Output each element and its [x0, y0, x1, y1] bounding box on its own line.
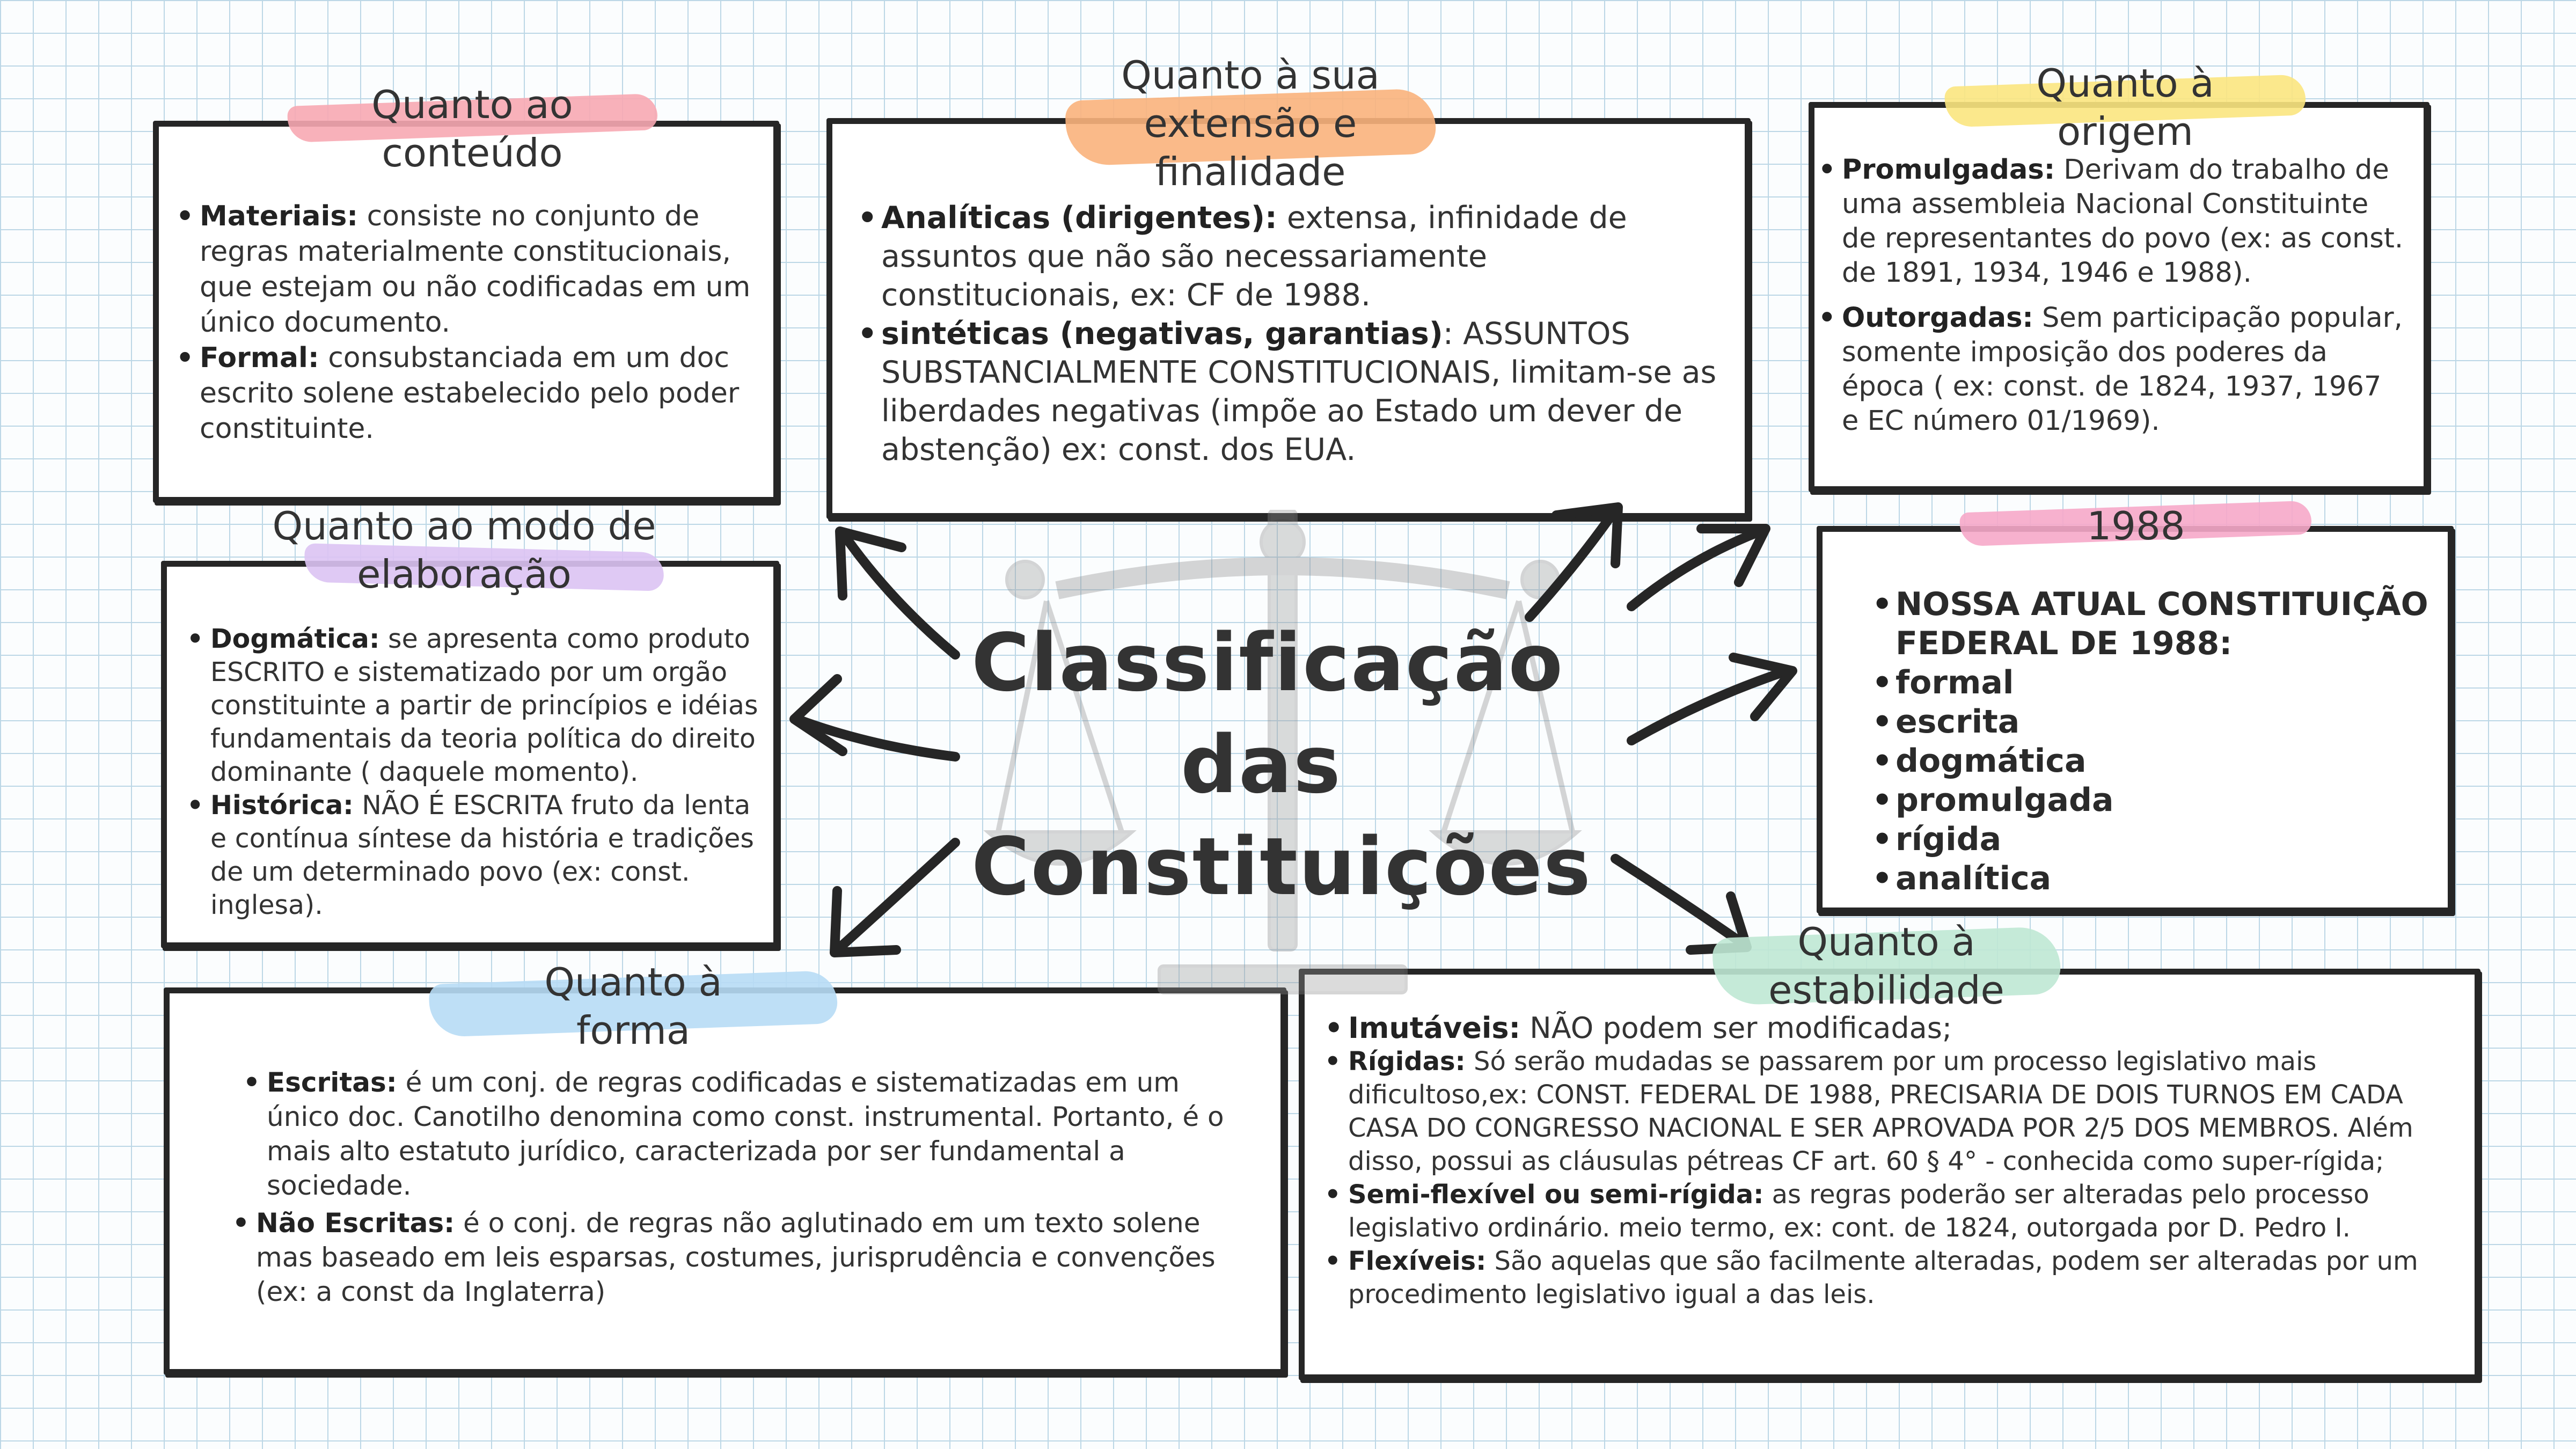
arrow-to-origem — [1631, 529, 1766, 606]
title-extensao: Quanto à sua extensão e finalidade — [1121, 53, 1380, 194]
list-item: • dogmática — [1868, 742, 2431, 781]
title-1988: 1988 — [2087, 503, 2185, 548]
title-origem: Quanto à origem — [2036, 61, 2214, 154]
list-item: • sintéticas (negativas, garantias): ASSUNTOS SUBSTANCIALMENTE CONSTITUCIONAIS, limitam-se as liberdades negativas (impõe ao Estado um dever de abstenção) ex: const. dos EUA. — [853, 314, 1723, 469]
list-item: • Dogmática: se apresenta como produto ESCRITO e sistematizado por um orgão constituinte a partir de princípios e idéias fundamentais da teoria política do direito dominante ( daquele momento). — [182, 623, 762, 789]
list-origem — [1814, 153, 2404, 438]
list-1988 — [1868, 585, 2431, 898]
title-conteudo: Quanto ao conteúdo — [371, 82, 573, 175]
list-item: • analítica — [1868, 859, 2431, 898]
list-modo — [182, 623, 762, 922]
list-item: • Semi-flexível ou semi-rígida: as regras poderão ser alteradas pelo processo legislativo ordinário. meio termo, ex: cont. de 1824, outorgada por D. Pedro I. — [1320, 1178, 2463, 1245]
title-modo: Quanto ao modo de elaboração — [272, 503, 656, 597]
arrow-to-origem-top — [1529, 507, 1618, 617]
title-conteudo-wrap — [252, 80, 692, 177]
list-item: • Formal: consubstanciada em um doc escrito solene estabelecido pelo poder constituinte. — [172, 340, 751, 447]
list-item: • Não Escritas: é o conj. de regras não aglutinado em um texto solene mas baseado em leis esparsas, costumes, jurisprudência e convenções (ex: a const da Inglaterra) — [228, 1206, 1258, 1309]
list-item: • Flexíveis: São aquelas que são facilmente alteradas, podem ser alteradas por um procedimento legislativo igual a das leis. — [1320, 1245, 2463, 1311]
list-item: • promulgada — [1868, 781, 2431, 820]
list-forma — [239, 1065, 1258, 1309]
title-origem-wrap — [1911, 59, 2340, 156]
title-forma-wrap — [429, 958, 837, 1055]
list-item: • Materiais: consiste no conjunto de regras materialmente constitucionais, que estejam ou não codificadas em um único documento. — [172, 199, 751, 340]
title-estabilidade-wrap — [1680, 918, 2093, 1014]
title-forma: Quanto à forma — [544, 960, 722, 1053]
list-item: • Promulgadas: Derivam do trabalho de uma assembleia Nacional Constituinte de representantes do povo (ex: as const. de 1891, 1934, 1946 e 1988). — [1814, 153, 2404, 290]
arrow-to-modo — [794, 679, 955, 757]
list-item: • NOSSA ATUAL CONSTITUIÇÃO FEDERAL DE 1988: — [1868, 585, 2431, 663]
arrow-to-1988 — [1631, 657, 1792, 741]
list-estabilidade — [1320, 1012, 2463, 1311]
title-estabilidade: Quanto à estabilidade — [1768, 919, 2004, 1013]
arrow-to-forma — [835, 843, 955, 953]
title-1988-wrap — [1927, 502, 2345, 550]
list-item: • formal — [1868, 663, 2431, 702]
title-modo-wrap — [215, 502, 714, 598]
list-item: • Escritas: é um conj. de regras codificadas e sistematizadas em um único doc. Canotilho denomina como const. instrumental. Portanto, é o mais alto estatuto jurídico, caracterizada por ser fundamental a sociedade. — [239, 1065, 1258, 1203]
list-extensao — [853, 199, 1723, 469]
list-item: • Analíticas (dirigentes): extensa, infinidade de assuntos que não são necessariamente constitucionais, ex: CF de 1988. — [853, 199, 1723, 314]
list-item: • rígida — [1868, 820, 2431, 859]
center-title: Classificação das Constituições — [971, 617, 1592, 913]
list-item: • escrita — [1868, 702, 2431, 742]
list-item: • Histórica: NÃO É ESCRITA fruto da lenta e contínua síntese da história e tradições de um determinado povo (ex: const. inglesa). — [182, 789, 762, 922]
title-extensao-wrap — [1030, 51, 1470, 196]
list-item: • Outorgadas: Sem participação popular, somente imposição dos poderes da época ( ex: const. de 1824, 1937, 1967 e EC número 01/1969). — [1814, 301, 2404, 438]
list-item: • Imutáveis: NÃO podem ser modificadas; — [1320, 1012, 2463, 1045]
list-item: • Rígidas: Só serão mudadas se passarem por um processo legislativo mais dificultoso,ex: CONST. FEDERAL DE 1988, PRECISARIA DE DOIS TURNOS EM CADA CASA DO CONGRESSO NACIONAL E SER APROVADA POR 2/5 DOS MEMBROS. Além disso, possui as cláusulas pétreas CF art. 60 § 4° - conhecida como super-rígida; — [1320, 1045, 2463, 1178]
arrow-to-extensao — [840, 531, 955, 655]
list-conteudo — [172, 199, 751, 447]
